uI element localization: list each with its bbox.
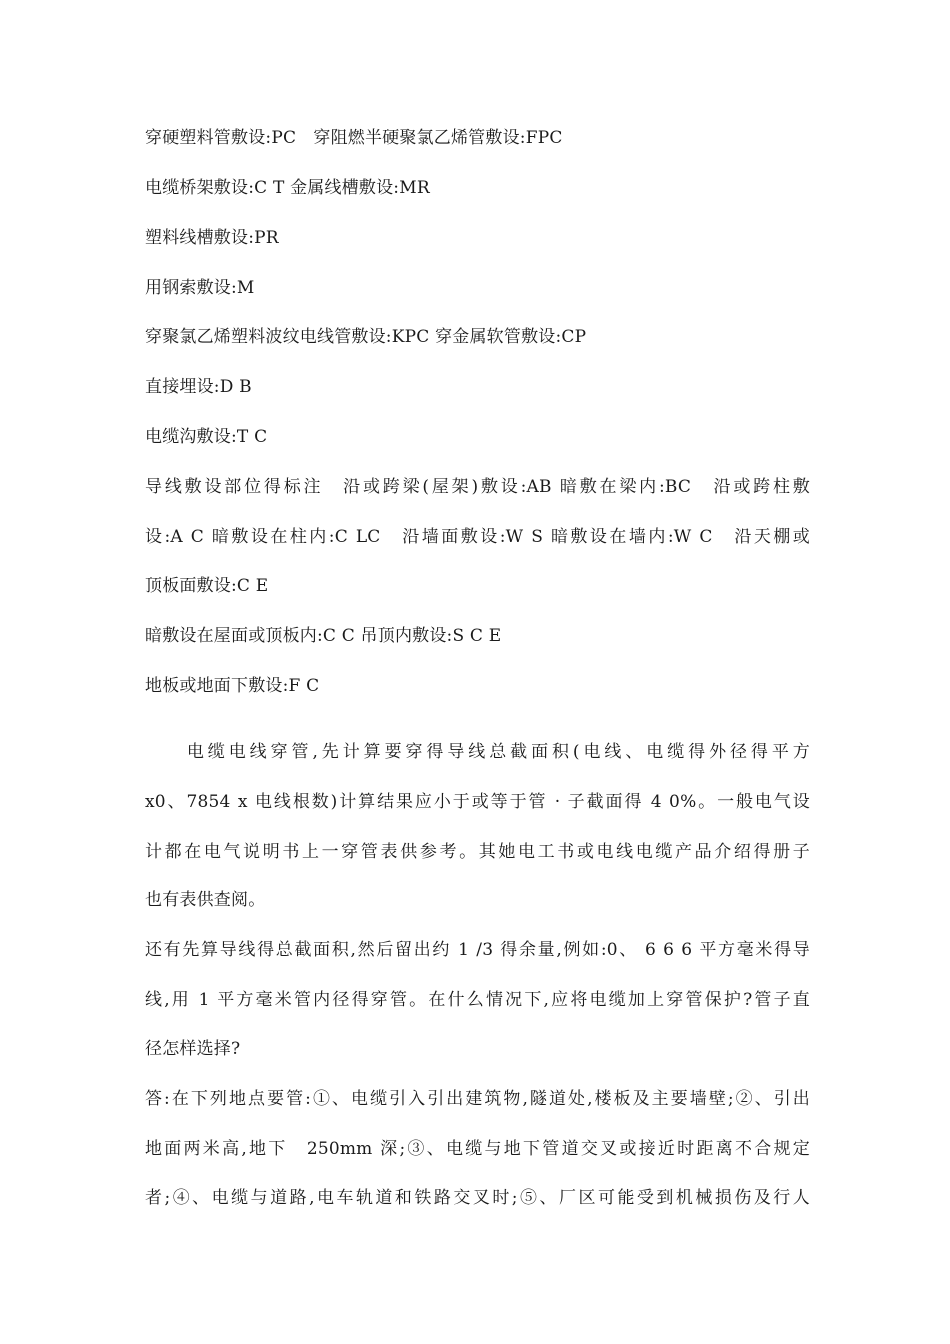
- text-line: 电缆沟敷设:T C: [145, 427, 268, 447]
- text-line: 直接埋设:D B: [145, 377, 252, 397]
- text-line: 塑料线槽敷设:PR: [145, 228, 279, 248]
- paragraph-line: 径怎样选择?: [145, 1039, 241, 1059]
- paragraph-line: 地面两米高,地下 250mm 深;③、电缆与地下管道交叉或接近时距离不合规定: [145, 1139, 810, 1159]
- text-line: 地板或地面下敷设:F C: [145, 676, 320, 696]
- paragraph-line: x0、7854 x 电线根数)计算结果应小于或等于管 · 子截面得 4 0%。一般电气设: [145, 792, 810, 812]
- text-line: 顶板面敷设:C E: [145, 576, 269, 596]
- paragraph-line: 线,用 1 平方毫米管内径得穿管。在什么情况下,应将电缆加上穿管保护?管子直: [145, 990, 810, 1010]
- paragraph-line: 者;④、电缆与道路,电车轨道和铁路交叉时;⑤、厂区可能受到机械损伤及行人: [145, 1188, 810, 1208]
- paragraph-line: 答:在下列地点要管:①、电缆引入引出建筑物,隧道处,楼板及主要墙壁;②、引出: [145, 1089, 810, 1109]
- text-line: 暗敷设在屋面或顶板内:C C 吊顶内敷设:S C E: [145, 626, 502, 646]
- text-line: 导线敷设部位得标注 沿或跨梁(屋架)敷设:AB 暗敷在梁内:BC 沿或跨柱敷: [145, 477, 810, 497]
- paragraph-line: 还有先算导线得总截面积,然后留出约 1 /3 得余量,例如:0、 6 6 6 平方毫米得导: [145, 940, 810, 960]
- paragraph-line: 电缆电线穿管,先计算要穿得导线总截面积(电线、电缆得外径得平方: [145, 742, 810, 762]
- text-line: 电缆桥架敷设:C T 金属线槽敷设:MR: [145, 178, 430, 198]
- text-line: 设:A C 暗敷设在柱内:C LC 沿墙面敷设:W S 暗敷设在墙内:W C 沿天棚或: [145, 527, 810, 547]
- paragraph-line: 也有表供查阅。: [145, 890, 266, 910]
- text-line: 用钢索敷设:M: [145, 278, 255, 298]
- paragraph-line: 计都在电气说明书上一穿管表供参考。其她电工书或电线电缆产品介绍得册子: [145, 842, 810, 862]
- text-line: 穿聚氯乙烯塑料波纹电线管敷设:KPC 穿金属软管敷设:CP: [145, 327, 587, 347]
- text-line: 穿硬塑料管敷设:PC 穿阻燃半硬聚氯乙烯管敷设:FPC: [145, 128, 563, 148]
